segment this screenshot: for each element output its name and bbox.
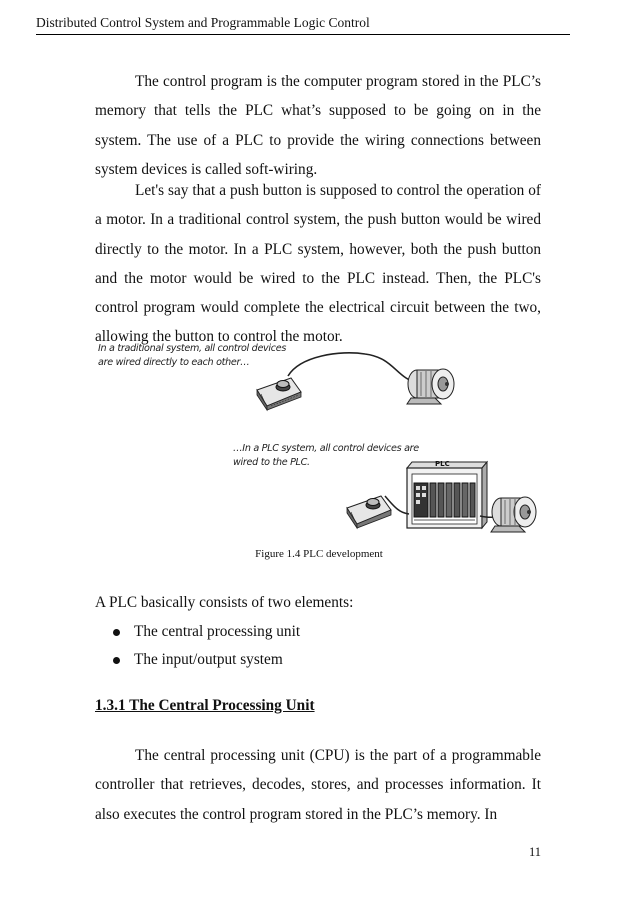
section-heading: 1.3.1 The Central Processing Unit [95,697,315,714]
paragraph-cpu [95,741,541,829]
plc-development-illustration [95,338,541,544]
motor-device-bottom [491,497,536,532]
plc-cabinet-badge: PLC [435,460,450,468]
elements-intro: A PLC basically consists of two elements: [95,594,354,611]
figure-plc-development [95,338,541,544]
figure-label-traditional-line2: are wired directly to each other… [98,357,250,368]
list-item [113,646,300,674]
list-item [113,618,300,646]
wire-direct [288,353,420,384]
figure-label-plc-line1: …In a PLC system, all control devices are [233,443,419,454]
running-header [36,14,570,35]
elements-list [113,618,300,674]
list-item-text: The central processing unit [134,623,301,640]
figure-label-plc-line2: wired to the PLC. [233,457,310,468]
paragraph-push-button-text: Let's say that a push button is supposed to control the operation of a motor. In a traditional control system, the push button would be wired directly to the motor. In a PLC system, however, both the push button and the motor would be wired to the PLC instead. Then, the PLC's control program would complete the electrical circuit between the two, allowing the button to control the motor. [95,182,541,346]
bullet-icon [113,657,120,664]
paragraph-control-program-text: The control program is the computer program stored in the PLC’s memory that tells the PLC what’s supposed to be going on in the system. The use of a PLC to provide the wiring connections between system devices is called soft-wiring. [95,73,541,178]
paragraph-cpu-text: The central processing unit (CPU) is the part of a programmable controller that retrieves, decodes, stores, and processes information. It also executes the control program stored in the PLC’s memory. In [95,747,541,823]
bullet-icon [113,629,120,636]
list-item-text: The input/output system [134,651,283,668]
plc-cabinet [407,460,487,528]
push-button-device-bottom [347,496,391,528]
motor-device-top [407,369,454,404]
page-number: 11 [528,845,541,859]
paragraph-control-program [95,67,541,184]
figure-label-traditional-line1: In a traditional system, all control devices [98,343,287,354]
running-header-title: Distributed Control System and Programmable Logic Control [36,15,370,30]
figure-caption: Figure 1.4 PLC development [255,548,383,560]
paragraph-push-button [95,176,541,352]
push-button-device-top [257,378,301,410]
